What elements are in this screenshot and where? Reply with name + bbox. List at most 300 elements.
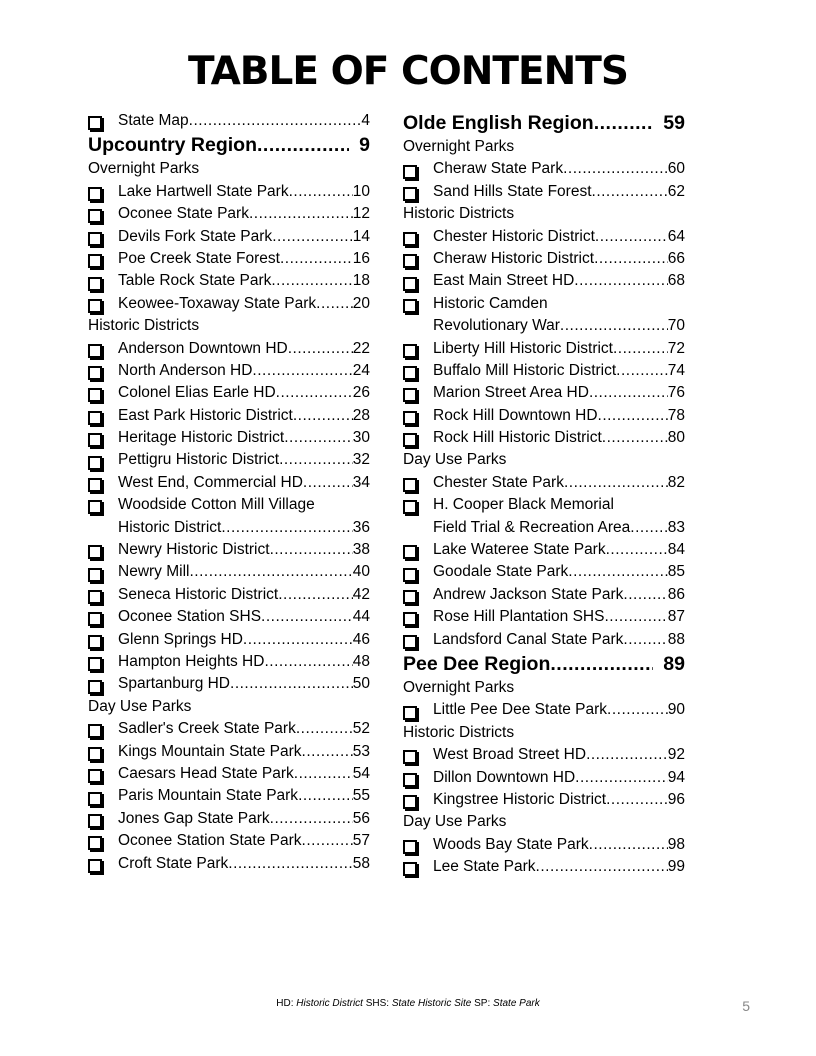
checkbox-icon[interactable] bbox=[88, 545, 104, 557]
entry-page-number: 53 bbox=[352, 742, 370, 760]
dot-leader bbox=[594, 248, 668, 270]
checkbox-square bbox=[403, 366, 417, 380]
entry-label: Anderson Downtown HD bbox=[118, 339, 288, 357]
checkbox-square bbox=[403, 795, 417, 809]
toc-entry[interactable] bbox=[88, 763, 370, 785]
checkbox-square bbox=[403, 635, 417, 649]
dot-leader bbox=[302, 830, 353, 852]
checkbox-icon[interactable] bbox=[88, 232, 104, 244]
entry-label: Keowee-Toxaway State Park bbox=[118, 294, 317, 312]
entry-page-number: 42 bbox=[352, 585, 370, 603]
entry-label: Poe Creek State Forest bbox=[118, 249, 280, 267]
entry-label: Colonel Elias Earle HD bbox=[118, 384, 276, 402]
section-heading: Day Use Parks bbox=[403, 451, 507, 469]
entry-label: Cheraw Historic District bbox=[433, 249, 595, 267]
checkbox-square bbox=[403, 433, 417, 447]
toc-entry[interactable] bbox=[403, 561, 685, 583]
toc-entry[interactable] bbox=[88, 472, 370, 494]
checkbox-square bbox=[88, 433, 102, 447]
dot-leader bbox=[623, 584, 667, 606]
checkbox-square bbox=[88, 680, 102, 694]
toc-entry[interactable] bbox=[88, 360, 370, 382]
section-heading: Historic Districts bbox=[88, 317, 200, 335]
toc-entry[interactable] bbox=[88, 539, 370, 561]
entry-page-number: 62 bbox=[667, 182, 685, 200]
entry-label-continued: Historic District bbox=[118, 518, 222, 536]
toc-entry[interactable] bbox=[403, 789, 685, 811]
checkbox-square bbox=[403, 165, 417, 179]
dot-leader bbox=[575, 767, 668, 789]
toc-entry[interactable] bbox=[403, 539, 685, 561]
toc-entry[interactable] bbox=[88, 110, 370, 132]
entry-label: Caesars Head State Park bbox=[118, 764, 294, 782]
entry-label: Goodale State Park bbox=[433, 563, 569, 581]
entry-label: West End, Commercial HD bbox=[118, 473, 303, 491]
toc-entry[interactable] bbox=[403, 338, 685, 360]
checkbox-icon[interactable] bbox=[88, 366, 104, 378]
checkbox-icon[interactable] bbox=[88, 116, 104, 128]
dot-leader bbox=[296, 718, 353, 740]
entry-label: Liberty Hill Historic District bbox=[433, 339, 613, 357]
checkbox-square bbox=[88, 612, 102, 626]
entry-label: Kingstree Historic District bbox=[433, 790, 607, 808]
entry-label: Little Pee Dee State Park bbox=[433, 701, 608, 719]
entry-page-number: 18 bbox=[352, 272, 370, 290]
checkbox-icon[interactable] bbox=[88, 657, 104, 669]
checkbox-icon[interactable] bbox=[403, 388, 419, 400]
toc-entry[interactable] bbox=[403, 293, 685, 315]
entry-label: Heritage Historic District bbox=[118, 429, 285, 447]
entry-page-number: 88 bbox=[667, 630, 685, 648]
checkbox-icon[interactable] bbox=[88, 635, 104, 647]
checkbox-icon[interactable] bbox=[88, 724, 104, 736]
entry-label: Woodside Cotton Mill Village bbox=[118, 496, 315, 514]
dot-leader bbox=[298, 785, 353, 807]
dot-leader bbox=[249, 203, 353, 225]
toc-entry-continuation bbox=[403, 517, 685, 539]
entry-page-number: 20 bbox=[352, 294, 370, 312]
dot-leader bbox=[607, 699, 668, 721]
entry-label: Hampton Heights HD bbox=[118, 652, 265, 670]
checkbox-icon[interactable] bbox=[403, 478, 419, 490]
checkbox-icon[interactable] bbox=[88, 859, 104, 871]
checkbox-icon[interactable] bbox=[88, 747, 104, 759]
dot-leader bbox=[630, 517, 667, 539]
checkbox-icon[interactable] bbox=[88, 277, 104, 289]
entry-label: Oconee State Park bbox=[118, 205, 249, 223]
checkbox-icon[interactable] bbox=[403, 411, 419, 423]
checkbox-icon[interactable] bbox=[403, 840, 419, 852]
dot-leader bbox=[604, 606, 667, 628]
toc-entry[interactable] bbox=[403, 494, 685, 516]
dot-leader bbox=[189, 110, 362, 132]
dot-leader bbox=[568, 561, 667, 583]
checkbox-icon[interactable] bbox=[403, 277, 419, 289]
entry-page-number: 83 bbox=[667, 518, 685, 536]
toc-entry-continuation bbox=[88, 517, 370, 539]
entry-page-number: 94 bbox=[667, 768, 685, 786]
checkbox-icon[interactable] bbox=[88, 456, 104, 468]
entry-label: Woods Bay State Park bbox=[433, 835, 589, 853]
checkbox-icon[interactable] bbox=[88, 590, 104, 602]
checkbox-square bbox=[88, 590, 102, 604]
entry-page-number: 54 bbox=[352, 764, 370, 782]
checkbox-icon[interactable] bbox=[88, 187, 104, 199]
checkbox-square bbox=[88, 859, 102, 873]
entry-label: Newry Historic District bbox=[118, 541, 270, 559]
toc-entry[interactable] bbox=[88, 494, 370, 516]
entry-label-continued: Field Trial & Recreation Area bbox=[433, 518, 631, 536]
entry-page-number: 55 bbox=[352, 787, 370, 805]
toc-entry[interactable] bbox=[88, 382, 370, 404]
entry-page-number: 16 bbox=[352, 249, 370, 267]
legend-hd-abbr: HD: bbox=[276, 998, 294, 1009]
toc-entry[interactable] bbox=[403, 606, 685, 628]
dot-leader bbox=[536, 856, 668, 878]
toc-entry[interactable] bbox=[403, 360, 685, 382]
toc-entry[interactable] bbox=[88, 203, 370, 225]
dot-leader bbox=[589, 382, 668, 404]
checkbox-icon[interactable] bbox=[88, 478, 104, 490]
dot-leader bbox=[316, 293, 353, 315]
dot-leader bbox=[616, 360, 668, 382]
region-heading bbox=[88, 132, 370, 158]
dot-leader bbox=[288, 338, 353, 360]
entry-page-number: 96 bbox=[667, 790, 685, 808]
checkbox-square bbox=[403, 478, 417, 492]
legend-hd-text: Historic District bbox=[296, 998, 363, 1009]
checkbox-square bbox=[88, 500, 102, 514]
checkbox-icon[interactable] bbox=[88, 792, 104, 804]
legend-sp-text: State Park bbox=[493, 998, 540, 1009]
checkbox-icon[interactable] bbox=[403, 706, 419, 718]
entry-label: Dillon Downtown HD bbox=[433, 768, 576, 786]
checkbox-icon[interactable] bbox=[403, 187, 419, 199]
checkbox-square bbox=[403, 411, 417, 425]
entry-page-number: 46 bbox=[352, 630, 370, 648]
checkbox-icon[interactable] bbox=[403, 232, 419, 244]
toc-entry[interactable] bbox=[88, 673, 370, 695]
entry-label: Buffalo Mill Historic District bbox=[433, 361, 617, 379]
checkbox-icon[interactable] bbox=[403, 254, 419, 266]
section-heading: Overnight Parks bbox=[403, 678, 515, 696]
checkbox-icon[interactable] bbox=[403, 344, 419, 356]
entry-label: Rose Hill Plantation SHS bbox=[433, 608, 605, 626]
section-heading: Overnight Parks bbox=[403, 138, 515, 155]
toc-entry[interactable] bbox=[88, 248, 370, 270]
checkbox-square bbox=[403, 568, 417, 582]
checkbox-square bbox=[88, 344, 102, 358]
entry-page-number: 98 bbox=[667, 835, 685, 853]
dot-leader bbox=[594, 110, 654, 136]
checkbox-square bbox=[88, 657, 102, 671]
toc-entry[interactable] bbox=[88, 449, 370, 471]
checkbox-icon[interactable] bbox=[403, 366, 419, 378]
dot-leader bbox=[278, 584, 353, 606]
dot-leader bbox=[276, 382, 353, 404]
toc-column-left bbox=[88, 110, 370, 875]
entry-page-number: 34 bbox=[352, 473, 370, 491]
checkbox-icon[interactable] bbox=[88, 568, 104, 580]
toc-entry[interactable] bbox=[88, 629, 370, 651]
toc-entry[interactable] bbox=[88, 718, 370, 740]
entry-label: Croft State Park bbox=[118, 854, 229, 872]
checkbox-icon[interactable] bbox=[403, 433, 419, 445]
toc-entry[interactable] bbox=[403, 584, 685, 606]
toc-entry[interactable] bbox=[403, 629, 685, 651]
dot-leader bbox=[289, 181, 353, 203]
section-heading: Overnight Parks bbox=[88, 160, 200, 178]
toc-entry[interactable] bbox=[88, 226, 370, 248]
checkbox-square bbox=[88, 366, 102, 380]
entry-label: Cheraw State Park bbox=[433, 160, 564, 178]
section-heading: Historic Districts bbox=[403, 205, 515, 223]
checkbox-square bbox=[88, 635, 102, 649]
entry-label: Rock Hill Downtown HD bbox=[433, 406, 598, 424]
toc-entry[interactable] bbox=[88, 427, 370, 449]
toc-entry[interactable] bbox=[88, 830, 370, 852]
region-title: Pee Dee Region bbox=[403, 652, 551, 675]
checkbox-icon[interactable] bbox=[403, 165, 419, 177]
checkbox-square bbox=[88, 254, 102, 268]
toc-entry[interactable] bbox=[403, 248, 685, 270]
entry-page-number: 92 bbox=[667, 746, 685, 764]
dot-leader bbox=[574, 270, 667, 292]
checkbox-icon[interactable] bbox=[403, 750, 419, 762]
checkbox-square bbox=[403, 750, 417, 764]
dot-leader bbox=[550, 651, 653, 677]
entry-page-number: 52 bbox=[352, 720, 370, 738]
entry-page-number: 74 bbox=[667, 361, 685, 379]
checkbox-square bbox=[403, 187, 417, 201]
entry-label: Pettigru Historic District bbox=[118, 451, 280, 469]
page-number: 5 bbox=[742, 998, 750, 1014]
toc-entry[interactable] bbox=[88, 785, 370, 807]
entry-page-number: 87 bbox=[667, 608, 685, 626]
toc-entry[interactable] bbox=[403, 856, 685, 878]
region-title: Upcountry Region bbox=[88, 134, 257, 157]
entry-page-number: 57 bbox=[352, 832, 370, 850]
checkbox-square bbox=[88, 209, 102, 223]
dot-leader bbox=[595, 226, 668, 248]
dot-leader bbox=[264, 651, 352, 673]
dot-leader bbox=[270, 539, 353, 561]
entry-label: Rock Hill Historic District bbox=[433, 429, 602, 447]
toc-entry[interactable] bbox=[88, 584, 370, 606]
dot-leader bbox=[284, 427, 353, 449]
toc-entry[interactable] bbox=[88, 808, 370, 830]
entry-page-number: 84 bbox=[667, 541, 685, 559]
checkbox-icon[interactable] bbox=[88, 209, 104, 221]
checkbox-icon[interactable] bbox=[403, 635, 419, 647]
dot-leader bbox=[272, 226, 353, 248]
entry-page-number: 24 bbox=[352, 361, 370, 379]
toc-entry[interactable] bbox=[88, 651, 370, 673]
dot-leader bbox=[221, 517, 352, 539]
dot-leader bbox=[279, 449, 353, 471]
region-page-number: 89 bbox=[663, 652, 685, 675]
toc-entry[interactable] bbox=[403, 405, 685, 427]
entry-page-number: 86 bbox=[667, 585, 685, 603]
checkbox-icon[interactable] bbox=[88, 411, 104, 423]
dot-leader bbox=[606, 789, 668, 811]
toc-entry[interactable] bbox=[403, 472, 685, 494]
toc-entry[interactable] bbox=[88, 741, 370, 763]
checkbox-square bbox=[88, 411, 102, 425]
checkbox-square bbox=[88, 299, 102, 313]
entry-page-number: 22 bbox=[352, 339, 370, 357]
checkbox-icon[interactable] bbox=[403, 612, 419, 624]
toc-entry[interactable] bbox=[403, 834, 685, 856]
entry-page-number: 4 bbox=[361, 112, 370, 129]
entry-label: Lake Wateree State Park bbox=[433, 541, 606, 559]
toc-entry[interactable] bbox=[88, 405, 370, 427]
entry-page-number: 40 bbox=[352, 563, 370, 581]
toc-entry[interactable] bbox=[403, 699, 685, 721]
toc-entry[interactable] bbox=[88, 561, 370, 583]
dot-leader bbox=[228, 853, 352, 875]
entry-page-number: 26 bbox=[352, 384, 370, 402]
checkbox-icon[interactable] bbox=[88, 433, 104, 445]
section-heading: Day Use Parks bbox=[403, 813, 507, 831]
toc-entry[interactable] bbox=[403, 158, 685, 180]
entry-label: West Broad Street HD bbox=[433, 746, 587, 764]
toc-entry[interactable] bbox=[403, 226, 685, 248]
dot-leader bbox=[230, 673, 353, 695]
dot-leader bbox=[293, 405, 353, 427]
checkbox-icon[interactable] bbox=[403, 795, 419, 807]
entry-page-number: 50 bbox=[352, 675, 370, 693]
dot-leader bbox=[257, 132, 349, 158]
entry-label: Landsford Canal State Park bbox=[433, 630, 624, 648]
entry-label: East Park Historic District bbox=[118, 406, 293, 424]
entry-page-number: 68 bbox=[667, 272, 685, 290]
dot-leader bbox=[606, 539, 668, 561]
toc-entry[interactable] bbox=[88, 338, 370, 360]
toc-entry[interactable] bbox=[403, 181, 685, 203]
dot-leader bbox=[261, 606, 353, 628]
checkbox-square bbox=[403, 590, 417, 604]
checkbox-square bbox=[88, 116, 102, 130]
entry-page-number: 12 bbox=[352, 205, 370, 223]
entry-page-number: 60 bbox=[667, 160, 685, 178]
checkbox-square bbox=[88, 277, 102, 291]
toc-entry[interactable] bbox=[88, 181, 370, 203]
entry-page-number: 64 bbox=[667, 227, 685, 245]
toc-entry[interactable] bbox=[403, 270, 685, 292]
checkbox-square bbox=[403, 388, 417, 402]
dot-leader bbox=[598, 405, 668, 427]
entry-label: East Main Street HD bbox=[433, 272, 575, 290]
entry-page-number: 36 bbox=[352, 518, 370, 536]
region-page-number: 59 bbox=[663, 112, 685, 134]
entry-label: Jones Gap State Park bbox=[118, 809, 270, 827]
checkbox-icon[interactable] bbox=[88, 500, 104, 512]
entry-label: Kings Mountain State Park bbox=[118, 742, 302, 760]
toc-entry[interactable] bbox=[88, 606, 370, 628]
checkbox-square bbox=[88, 456, 102, 470]
toc-entry-continuation bbox=[403, 315, 685, 337]
toc-entry[interactable] bbox=[403, 382, 685, 404]
abbreviation-legend bbox=[0, 998, 816, 1009]
dot-leader bbox=[189, 561, 352, 583]
checkbox-icon[interactable] bbox=[88, 612, 104, 624]
toc-entry[interactable] bbox=[88, 293, 370, 315]
toc-column-right bbox=[403, 110, 685, 879]
entry-page-number: 66 bbox=[667, 249, 685, 267]
toc-entry[interactable] bbox=[88, 853, 370, 875]
entry-label: Oconee Station State Park bbox=[118, 832, 302, 850]
page-title: TABLE OF CONTENTS bbox=[188, 49, 628, 94]
entry-page-number: 70 bbox=[667, 317, 685, 335]
entry-page-number: 80 bbox=[667, 429, 685, 447]
entry-label: Oconee Station SHS bbox=[118, 608, 262, 626]
checkbox-icon[interactable] bbox=[88, 814, 104, 826]
checkbox-icon[interactable] bbox=[88, 769, 104, 781]
entry-page-number: 14 bbox=[352, 227, 370, 245]
entry-page-number: 28 bbox=[352, 406, 370, 424]
checkbox-square bbox=[88, 232, 102, 246]
checkbox-icon[interactable] bbox=[88, 836, 104, 848]
entry-label: Chester Historic District bbox=[433, 227, 595, 245]
checkbox-square bbox=[403, 545, 417, 559]
checkbox-square bbox=[88, 747, 102, 761]
entry-page-number: 78 bbox=[667, 406, 685, 424]
checkbox-icon[interactable] bbox=[88, 344, 104, 356]
dot-leader bbox=[589, 834, 668, 856]
toc-entry[interactable] bbox=[88, 270, 370, 292]
entry-label: Spartanburg HD bbox=[118, 675, 231, 693]
dot-leader bbox=[302, 741, 353, 763]
checkbox-square bbox=[403, 840, 417, 854]
section-heading: Historic Districts bbox=[403, 723, 515, 741]
checkbox-icon[interactable] bbox=[88, 254, 104, 266]
checkbox-icon[interactable] bbox=[403, 299, 419, 311]
entry-page-number: 72 bbox=[667, 339, 685, 357]
legend-shs-text: State Historic Site bbox=[391, 998, 472, 1009]
entry-label: Table Rock State Park bbox=[118, 272, 272, 290]
checkbox-icon[interactable] bbox=[403, 773, 419, 785]
toc-entry[interactable] bbox=[403, 427, 685, 449]
toc-entry[interactable] bbox=[403, 744, 685, 766]
checkbox-icon[interactable] bbox=[403, 545, 419, 557]
entry-label: Seneca Historic District bbox=[118, 585, 279, 603]
checkbox-square bbox=[88, 792, 102, 806]
entry-page-number: 32 bbox=[352, 451, 370, 469]
section-heading: Day Use Parks bbox=[88, 697, 192, 715]
checkbox-square bbox=[403, 500, 417, 514]
entry-label: Marion Street Area HD bbox=[433, 384, 589, 402]
dot-leader bbox=[586, 744, 668, 766]
dot-leader bbox=[280, 248, 353, 270]
checkbox-icon[interactable] bbox=[403, 862, 419, 874]
entry-label: State Map bbox=[118, 112, 189, 129]
entry-label-continued: Revolutionary War bbox=[433, 317, 560, 335]
checkbox-icon[interactable] bbox=[403, 500, 419, 512]
checkbox-icon[interactable] bbox=[403, 590, 419, 602]
entry-label: Andrew Jackson State Park bbox=[433, 585, 624, 603]
checkbox-icon[interactable] bbox=[88, 680, 104, 692]
dot-leader bbox=[270, 808, 353, 830]
checkbox-square bbox=[88, 814, 102, 828]
dot-leader bbox=[294, 763, 353, 785]
checkbox-icon[interactable] bbox=[88, 299, 104, 311]
checkbox-icon[interactable] bbox=[403, 568, 419, 580]
dot-leader bbox=[252, 360, 352, 382]
checkbox-icon[interactable] bbox=[88, 388, 104, 400]
toc-entry[interactable] bbox=[403, 767, 685, 789]
entry-label: Sadler's Creek State Park bbox=[118, 720, 296, 738]
